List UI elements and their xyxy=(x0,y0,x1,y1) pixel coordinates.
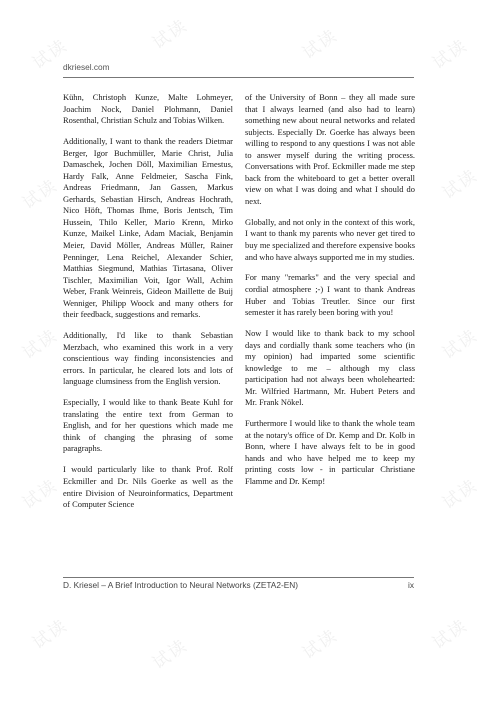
paragraph: Especially, I would like to thank Beate Kuhl for translating the entire text from German to English, and for her questions which made me think of changing the phrasing of some paragraphs. xyxy=(63,397,233,454)
paragraph: Additionally, I want to thank the readers Dietmar Berger, Igor Buchmüller, Marie Christ, Julia Damaschek, Jochen Döll, Maximilian Ernestus, Hardy Falk, Anne Feldmeier, Sascha Fink, Andreas Friedmann, Jan Gassen, Markus Gerhards, Sebastian Hirsch, Andreas Hochrath, Nico Höft, Thomas Ihme, Boris Jentsch, Tim Hussein, Thilo Keller, Mario Krenn, Mirko Kunze, Maikel Linke, Adam Maciak, Benjamin Meier, David Möller, Andreas Müller, Rainer Penninger, Lena Reichel, Alexander Schier, Matthias Siegmund, Mathias Tirtasana, Oliver Tischler, Maximilian Voit, Igor Wall, Achim Weber, Frank Weinreis, Gideon Maillette de Buij Wenniger, Philipp Woock and many others for their feedback, suggestions and remarks. xyxy=(63,136,233,320)
watermark: 试读 xyxy=(439,325,482,364)
right-column xyxy=(245,92,415,497)
watermark: 试读 xyxy=(19,175,62,214)
page-header: dkriesel.com xyxy=(63,62,110,72)
paragraph: For many "remarks" and the very special and cordial atmosphere ;-) I want to thank Andreas Huber and Tobias Treutler. Since our first semester it has rarely been boring with you! xyxy=(245,272,415,318)
page-footer xyxy=(63,580,414,590)
watermark: 试读 xyxy=(429,615,472,654)
watermark: 试读 xyxy=(299,625,342,664)
watermark: 试读 xyxy=(29,35,72,74)
paragraph: Additionally, I'd like to thank Sebastian Merzbach, who examined this work in a very conscientious way finding inconsistencies and errors. In particular, he cleared lots and lots of language clumsiness from the English version. xyxy=(63,330,233,387)
watermark: 试读 xyxy=(439,475,482,514)
watermark: 试读 xyxy=(19,475,62,514)
watermark: 试读 xyxy=(19,325,62,364)
watermark: 试读 xyxy=(299,25,342,64)
footer-rule xyxy=(63,577,414,578)
paragraph: Now I would like to thank back to my school days and cordially thank some teachers who (in my opinion) had imparted some scientific knowledge to me – although my class participation had not always been wholehearted: Mr. Wilfried Hartmann, Mr. Hubert Peters and Mr. Frank Nökel. xyxy=(245,328,415,408)
watermark: 试读 xyxy=(429,35,472,74)
header-rule xyxy=(63,77,414,78)
watermark: 试读 xyxy=(149,15,192,54)
watermark: 试读 xyxy=(149,635,192,674)
paragraph: Furthermore I would like to thank the whole team at the notary's office of Dr. Kemp and Dr. Kolb in Bonn, where I have always felt to be in good hands and who have helped me to keep my printing costs low - in particular Christiane Flamme and Dr. Kemp! xyxy=(245,418,415,486)
footer-title: D. Kriesel – A Brief Introduction to Neural Networks (ZETA2-EN) xyxy=(63,580,299,590)
watermark: 试读 xyxy=(29,615,72,654)
paragraph: Kühn, Christoph Kunze, Malte Lohmeyer, Joachim Nock, Daniel Plohmann, Daniel Rosenthal, Christian Schulz and Tobias Wilken. xyxy=(63,92,233,126)
page-number: ix xyxy=(408,580,414,590)
paragraph: Globally, and not only in the context of this work, I want to thank my parents who never get tired to buy me specialized and therefore expensive books and who have always supported me in my studies. xyxy=(245,216,415,262)
watermark: 试读 xyxy=(439,165,482,204)
paragraph: of the University of Bonn – they all made sure that I always learned (and also had to learn) something new about neural networks and related subjects. Especially Dr. Goerke has always been willing to respond to any questions I was not able to answer myself during the writing process. Conversations with Prof. Eckmiller made me step back from the whiteboard to get a better overall view on what I was doing and what I should do next. xyxy=(245,92,415,206)
paragraph: I would particularly like to thank Prof. Rolf Eckmiller and Dr. Nils Goerke as well as the entire Division of Neuroinformatics, Department of Computer Science xyxy=(63,464,233,510)
left-column xyxy=(63,92,233,520)
